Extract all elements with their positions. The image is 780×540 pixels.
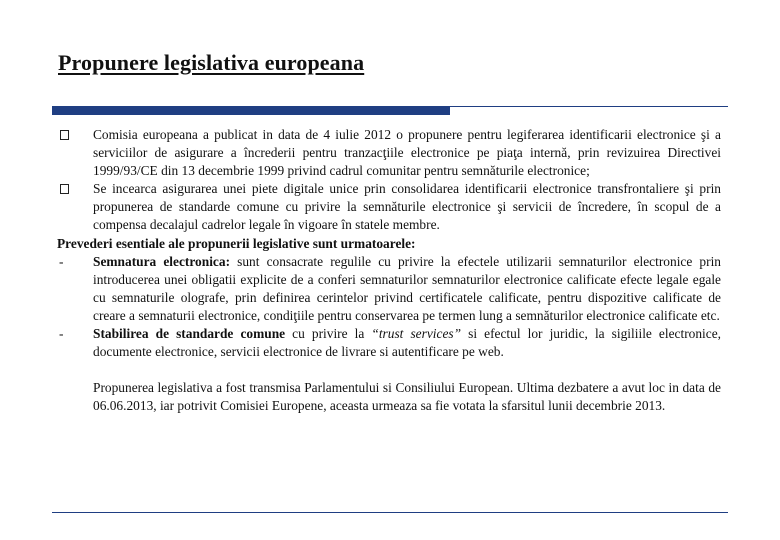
dash-item-text: si efectul lor juridic, la sigiliile electronice, documente electronice, servicii electronice de livrare si autentificare pe web. (93, 326, 722, 360)
dash-bullet-icon: - (59, 253, 64, 269)
divider-thick-bar (52, 106, 450, 115)
footer-divider (52, 512, 728, 513)
dash-item-title: Semnatura electronica: (93, 253, 231, 269)
checkbox-bullet-icon (57, 126, 93, 144)
dash-item-text: sunt consacrate regulile cu privire la efectele utilizarii semnaturilor electronice prin introducerea unei obligatii explicite de a conferi semnaturilor semnaturilor electronice calificate efecte legale egale cu semnaturile olografe, prin definirea cerintelor privind certificatele calificate, pentru dispozitive calificate de creare a semnaturii electronice, condiţiile pentru conservarea pe termen lung a semnăturilor electronice calificate etc. (93, 253, 721, 323)
checkbox-bullet-icon (57, 180, 93, 198)
title-divider (52, 106, 728, 115)
bullet-item (57, 126, 721, 180)
closing-paragraph: Propunerea legislativa a fost transmisa Parlamentului si Consiliului European. Ultima dezbatere a avut loc in data de 06.06.2013, iar potrivit Comisiei Europene, aceasta urmeaza sa fie votata la sfarsitul lunii decembrie 2013. (93, 380, 721, 414)
dash-item-title: Stabilirea de standarde comune (93, 326, 286, 342)
dash-bullet-icon: - (59, 326, 64, 342)
section-heading: Prevederi esentiale ale propunerii legislative sunt urmatoarele: (57, 235, 416, 251)
bullet-text: Comisia europeana a publicat in data de 4 iulie 2012 o propunere pentru legiferarea identificarii electronice şi a serviciilor de asigurare a încrederii pentru tranzacţiile electronice pe piaţa internă, prin revizuirea Directivei 1999/93/CE din 13 decembrie 1999 privind cadrul comunitar pentru semnăturile electronice; (93, 127, 721, 179)
main-content (57, 126, 721, 415)
dash-item (57, 253, 721, 325)
dash-item (57, 325, 721, 361)
bullet-text: Se incearca asigurarea unei piete digitale unice prin consolidarea identificarii electronice transfrontaliere şi prin propunerea de standarde comune cu privire la semnăturile electronice şi servicii de încredere, în scopul de a compensa decalajul cadrelor legale în vigoare în statele membre. (93, 181, 721, 233)
bullet-item (57, 180, 721, 234)
dash-item-text: cu privire la (285, 326, 372, 342)
dash-item-italic: “trust services” (371, 326, 462, 342)
page-title: Propunere legislativa europeana (58, 50, 365, 75)
